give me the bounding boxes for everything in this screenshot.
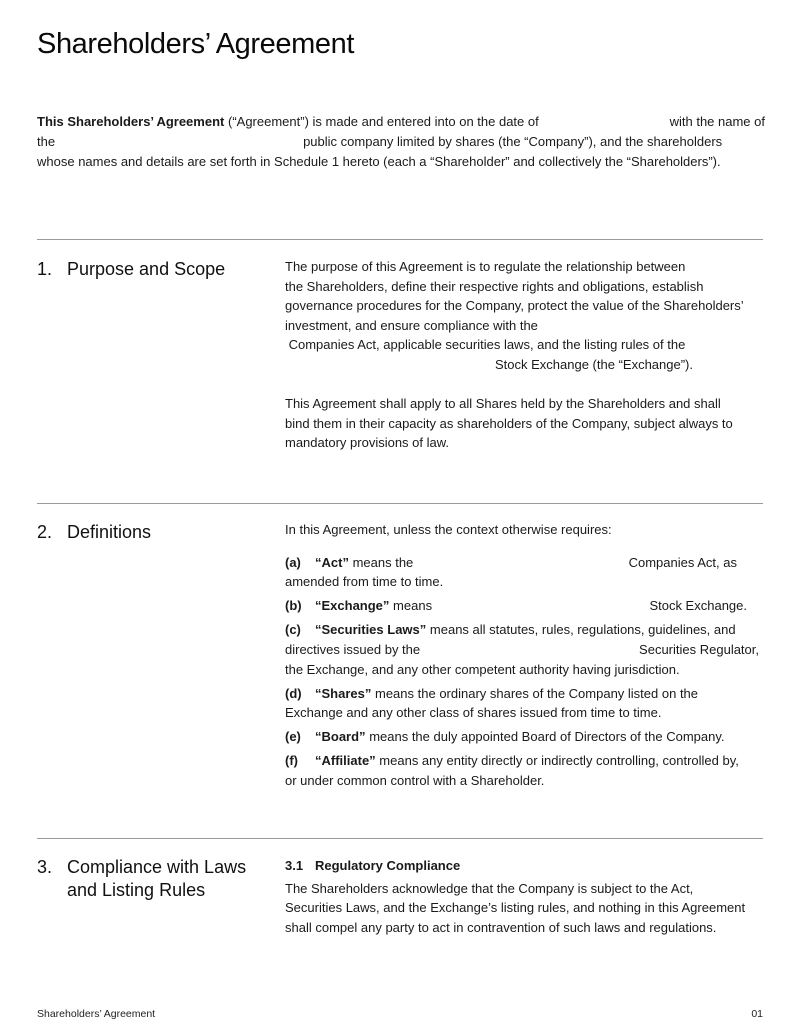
section-divider — [37, 838, 763, 839]
company-name-blank — [55, 132, 303, 152]
definitions-lead: In this Agreement, unless the context otherwise requires: — [285, 522, 612, 537]
intro-line-1: This Shareholders’ Agreement (“Agreement”) is made and entered into on the date of with the name of — [37, 112, 765, 132]
section-1-heading: 1. Purpose and Scope — [37, 259, 226, 279]
definition-shares: (d) “Shares” means the ordinary shares of the Company listed on the Exchange and any other class of shares issued from time to time. — [285, 685, 699, 721]
section-2-heading: 2. Definitions — [37, 522, 152, 542]
section-1-body — [285, 257, 765, 453]
footer-title: Shareholders’ Agreement — [37, 1008, 156, 1020]
section-3-heading: 3. Compliance with Laws and Listing Rules — [37, 857, 247, 900]
definition-securities-laws: (c) “Securities Laws” means all statutes, rules, regulations, guidelines, and directives issued by the Securities Regulator, the Exchange, and any other competent authority having jurisdiction. — [285, 622, 759, 677]
paragraph: This Agreement shall apply to all Shares held by the Shareholders and shall bind them in their capacity as shareholders of the Company, subject always to mandatory provisions of law. — [285, 396, 733, 451]
intro-line-3: whose names and details are set forth in Schedule 1 hereto (each a “Shareholder” and collectively the “Shareholders”). — [37, 154, 721, 169]
section-3-body — [285, 856, 765, 937]
subsection-heading: 3.1 Regulatory Compliance — [285, 858, 461, 873]
paragraph: The purpose of this Agreement is to regulate the relationship between the Shareholders, define their respective rights and obligations, establish governance procedures for the Company, protect the value of the Shareholders’ investment, and ensure compliance with the Companies Act, applicable securities laws, and the listing rules of the Stock Exchange (the “Exchange”). — [285, 259, 744, 372]
page-number: 01 — [751, 1008, 763, 1020]
definition-exchange: (b) “Exchange” means Stock Exchange. — [285, 598, 747, 614]
document-title: Shareholders’ Agreement — [37, 28, 354, 60]
section-divider — [37, 503, 763, 504]
definition-affiliate: (f) “Affiliate” means any entity directly or indirectly controlling, controlled by, or under common control with a Shareholder. — [285, 753, 739, 789]
page-footer — [37, 1008, 763, 1020]
intro-bold-lead: This Shareholders’ Agreement — [37, 114, 225, 129]
definition-act: (a) “Act” means the Companies Act, as amended from time to time. — [285, 554, 737, 590]
date-blank — [549, 112, 659, 132]
section-2-body — [285, 520, 765, 795]
intro-line-2: the public company limited by shares (the “Company”), and the shareholders — [37, 132, 765, 152]
section-divider — [37, 239, 763, 240]
intro-paragraph — [37, 112, 765, 172]
definition-board: (e) “Board” means the duly appointed Board of Directors of the Company. — [285, 729, 725, 745]
paragraph: The Shareholders acknowledge that the Company is subject to the Act, Securities Laws, and the Exchange’s listing rules, and nothing in this Agreement shall compel any party to act in contravention of such laws and regulations. — [285, 880, 746, 935]
